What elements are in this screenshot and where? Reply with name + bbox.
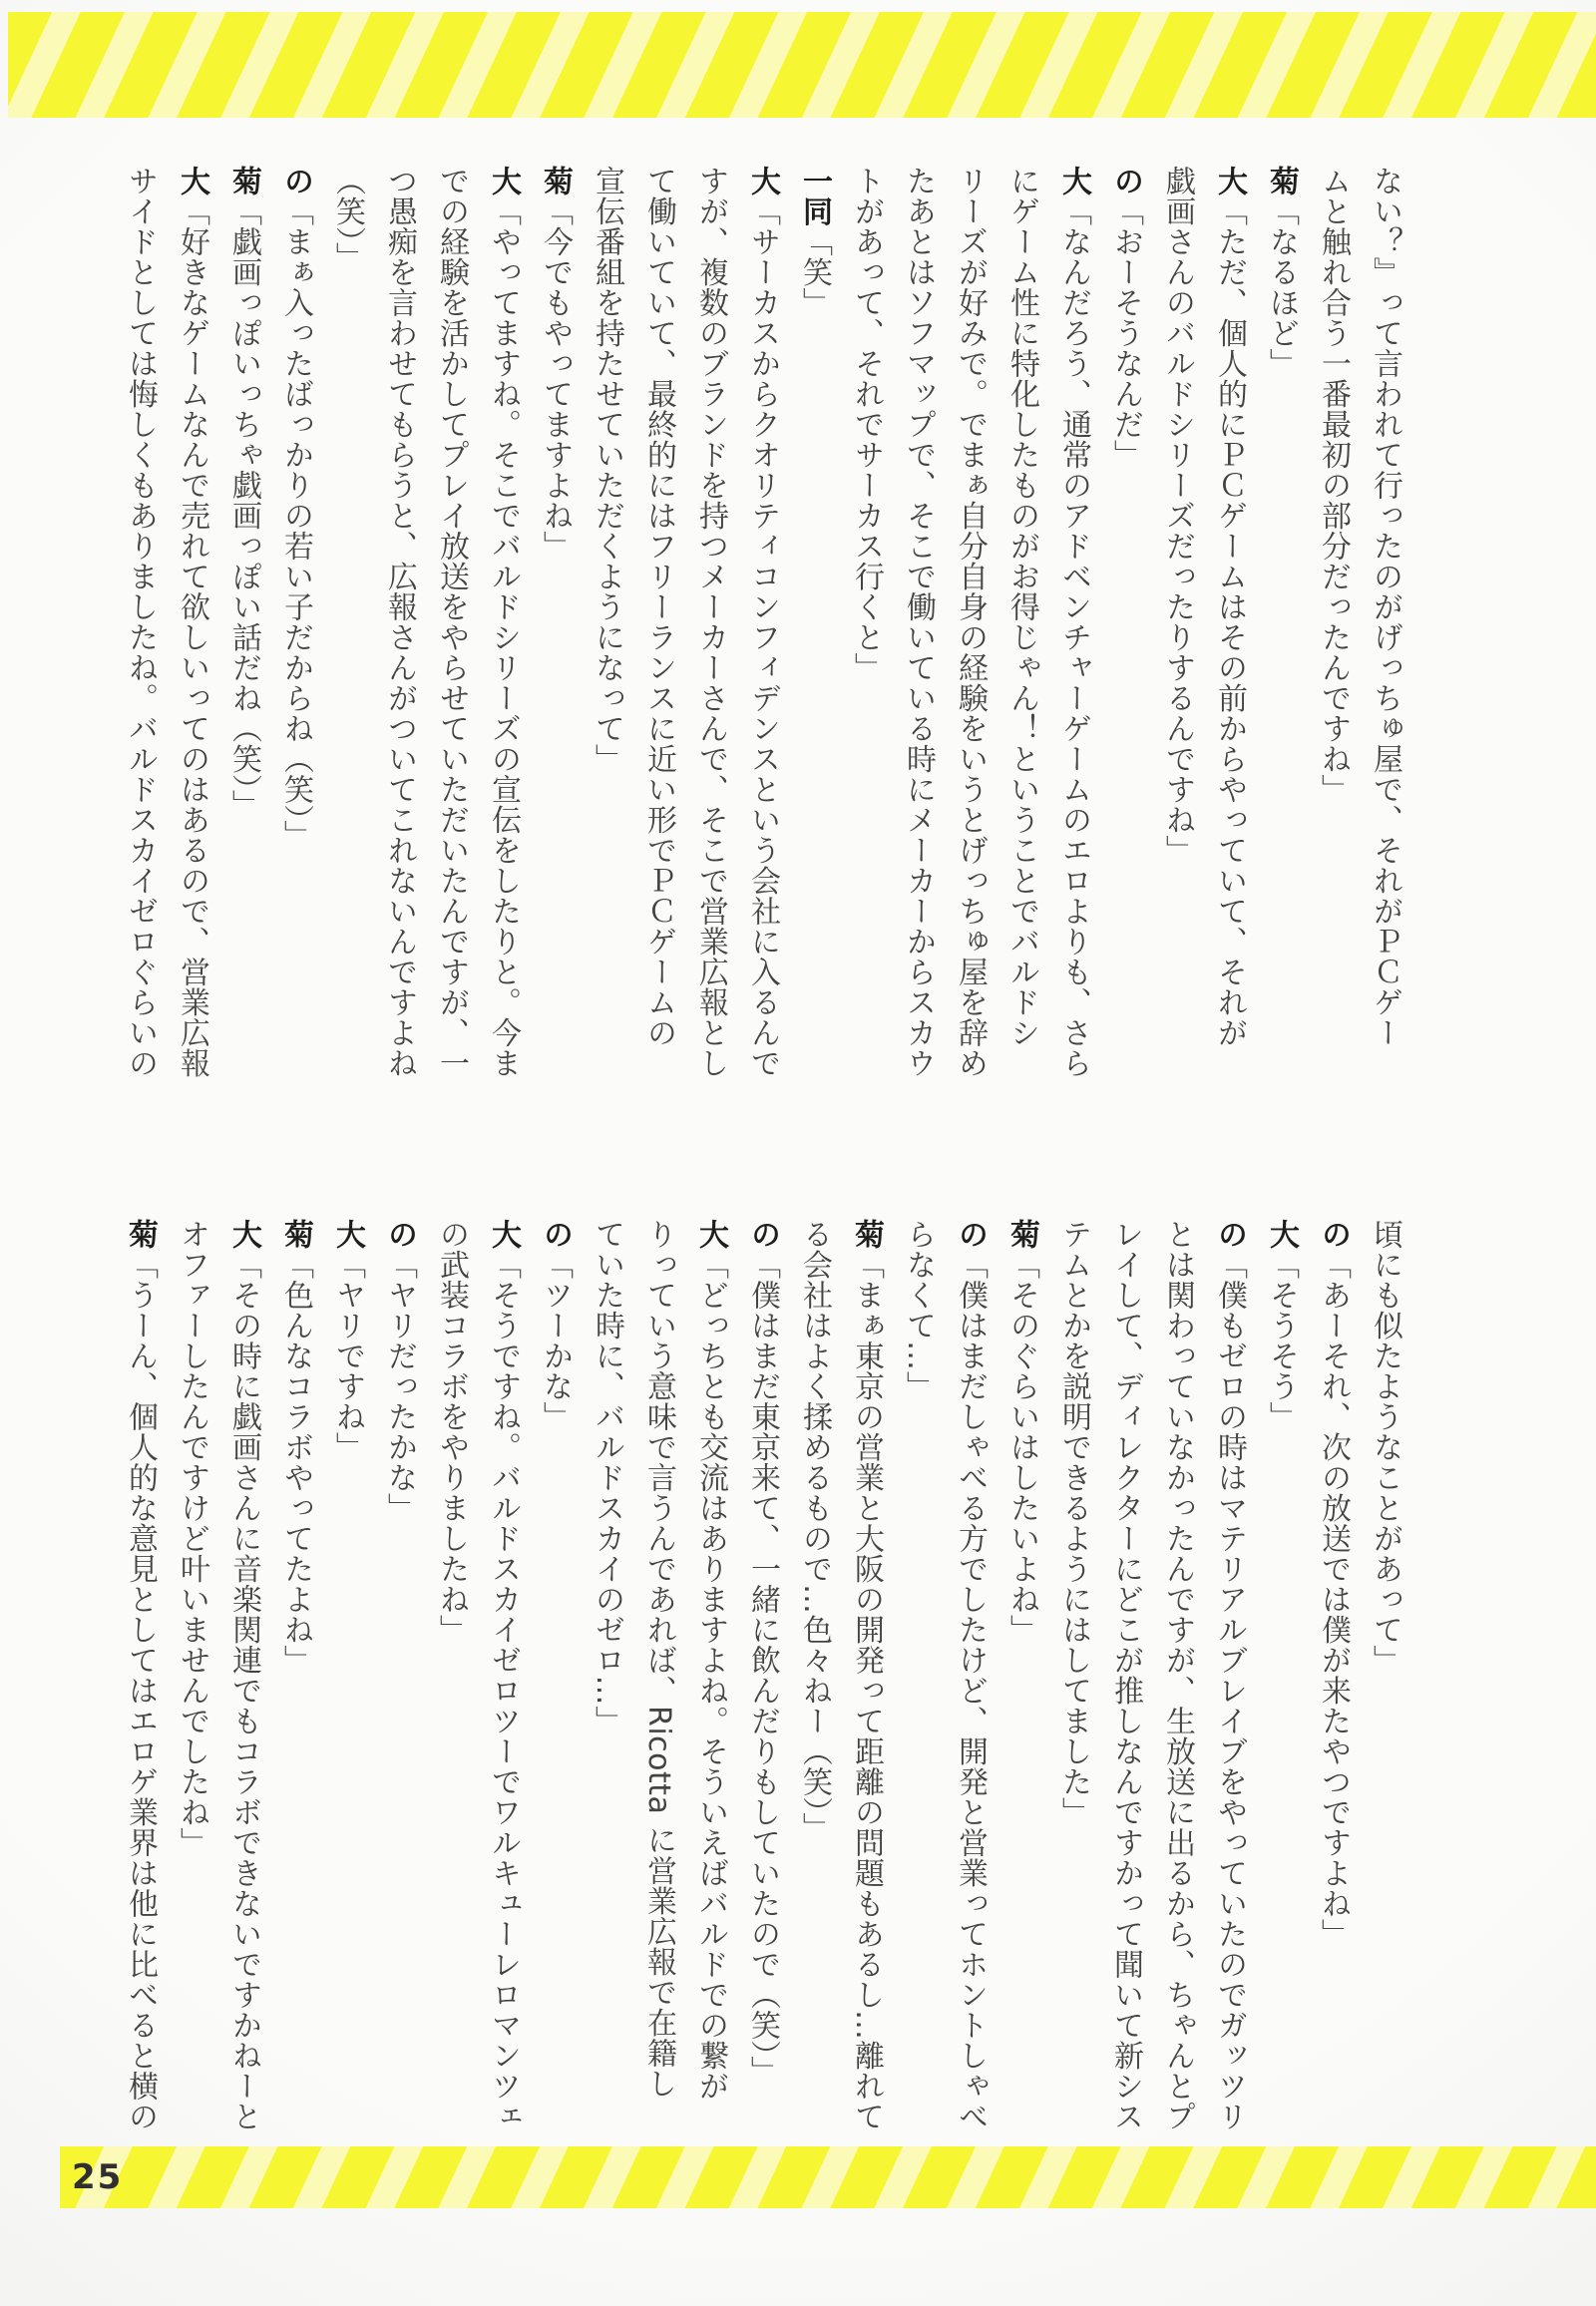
text-column (1151, 1219, 1203, 2168)
text-column (114, 1219, 166, 2168)
text-column (425, 166, 477, 1115)
dialogue-text: 「うーん、個人的な意見としてはエロゲ業界は他に比べると横の (123, 1249, 158, 2131)
text-column (477, 166, 529, 1115)
dialogue-text: 「おーそうなんだ」 (1108, 195, 1143, 470)
speaker-label: の (538, 1219, 573, 1250)
text-column (684, 1219, 736, 2168)
top-stripe-bar (8, 12, 1596, 118)
dialogue-text: （笑）」 (330, 166, 365, 272)
text-column (1359, 166, 1410, 1115)
dialogue-text: オファーしたんですけど叶いませんでしたね」 (175, 1219, 209, 1858)
speaker-label: 大 (226, 1219, 261, 1250)
speaker-label: 菊 (278, 1219, 313, 1250)
text-column (996, 166, 1047, 1115)
dialogue-text: たあとはソフマップで、そこで働いている時にメーカーからスカウ (901, 166, 936, 1078)
text-column (166, 166, 217, 1115)
text-column (217, 166, 269, 1115)
dialogue-text: テムとかを説明できるようにはしてました」 (1056, 1219, 1091, 1827)
dialogue-text: らなくて…」 (901, 1219, 936, 1401)
speaker-label: 菊 (226, 166, 261, 196)
speaker-label: 菊 (123, 1219, 158, 1250)
dialogue-text: 「その時に戯画さんに音楽関連でもコラボできないですかねーと (226, 1249, 261, 2131)
speaker-label: 大 (745, 166, 780, 196)
dialogue-text: ない？』って言われて行ったのがげっちゅ屋で、それがＰＣゲー (1368, 166, 1402, 1048)
dialogue-text: つ愚痴を言わせてもらうと、広報さんがついてこれないんですよね (382, 166, 417, 1078)
text-column (166, 1219, 217, 2168)
dialogue-text: 「色んなコラボやってたよね」 (278, 1249, 313, 1676)
dialogue-text: 「あーそれ、次の放送では僕が来たやつですよね」 (1316, 1249, 1351, 1949)
dialogue-text: 宣伝番組を持たせていただくようになって」 (590, 166, 624, 774)
speaker-label: の (382, 1219, 417, 1250)
speaker-label: の (278, 166, 313, 196)
text-column (840, 166, 892, 1115)
text-column (581, 1219, 632, 2168)
interview-top-block (114, 166, 1410, 1115)
text-column (477, 1219, 529, 2168)
dialogue-text: 「なんだろう、通常のアドベンチャーゲームのエロよりも、さら (1056, 195, 1091, 1078)
text-column (425, 1219, 477, 2168)
dialogue-text: リーズが好みで。でまぁ自分自身の経験をいうとげっちゅ屋を辞め (953, 166, 988, 1078)
text-column (892, 1219, 944, 2168)
dialogue-text: 「好きなゲームなんで売れて欲しいってのはあるので、営業広報 (175, 195, 209, 1078)
text-column (1099, 166, 1151, 1115)
dialogue-text: サイドとしては悔しくもありましたね。バルドスカイゼロぐらいの (123, 166, 158, 1078)
text-column (1307, 1219, 1359, 2168)
speaker-label: 大 (175, 166, 209, 196)
speaker-label: 菊 (1264, 166, 1299, 196)
dialogue-text: 「そのぐらいはしたいよね」 (1004, 1249, 1039, 1645)
dialogue-text: 「僕もゼロの時はマテリアルブレイブをやっていたのでガッツリ (1212, 1249, 1247, 2131)
dialogue-text: 「ヤリだったかな」 (382, 1249, 417, 1523)
dialogue-text: 戯画さんのバルドシリーズだったりするんですね」 (1160, 166, 1195, 866)
dialogue-text: ていた時に、バルドスカイのゼロ…」 (590, 1219, 624, 1736)
dialogue-text: りっていう意味で言うんであれば、Ricotta に営業広報で在籍し (641, 1219, 676, 2099)
dialogue-text: 「笑」 (797, 226, 832, 318)
text-column (944, 166, 996, 1115)
dialogue-text: 「まぁ入ったばっかりの若い子だからね（笑）」 (278, 195, 313, 851)
interview-bottom-block (114, 1219, 1410, 2168)
text-column (581, 166, 632, 1115)
dialogue-text: 「そうですね。バルドスカイゼロツーでワルキューレロマンツェ (486, 1249, 521, 2131)
text-column (684, 166, 736, 1115)
text-column (1255, 1219, 1307, 2168)
text-column (1307, 166, 1359, 1115)
dialogue-text: る会社はよく揉めるもので…色々ねー（笑）」 (797, 1219, 832, 1843)
dialogue-text: 「ツーかな」 (538, 1249, 573, 1432)
speaker-label: 大 (1056, 166, 1091, 196)
dialogue-text: とは関わっていなかったんですが、生放送に出るから、ちゃんとプ (1160, 1219, 1195, 2131)
text-column (736, 166, 788, 1115)
text-column (1151, 166, 1203, 1115)
text-column (840, 1219, 892, 2168)
text-column (996, 1219, 1047, 2168)
text-column (1047, 166, 1099, 1115)
speaker-label: の (1108, 166, 1143, 196)
speaker-label: の (1316, 1219, 1351, 1250)
speaker-label: 一同 (797, 166, 832, 226)
text-column (1203, 166, 1255, 1115)
dialogue-text: 「ただ、個人的にＰＣゲームはその前からやっていて、それが (1212, 195, 1247, 1048)
dialogue-text: 「そうそう」 (1264, 1249, 1299, 1432)
dialogue-text: 「僕はまだ東京来て、一緒に飲んだりもしていたので（笑）」 (745, 1249, 780, 2087)
speaker-label: の (745, 1219, 780, 1250)
text-column (269, 1219, 321, 2168)
text-column (1255, 166, 1307, 1115)
text-column (944, 1219, 996, 2168)
dialogue-text: にゲーム性に特化したものがお得じゃん！ということでバルドシ (1004, 166, 1039, 1048)
text-column (632, 166, 684, 1115)
text-column (269, 166, 321, 1115)
speaker-label: 大 (1264, 1219, 1299, 1250)
text-column (892, 166, 944, 1115)
speaker-label: 菊 (1004, 1219, 1039, 1250)
text-column (1359, 1219, 1410, 2168)
text-column (788, 1219, 840, 2168)
dialogue-text: 「やってますね。そこでバルドシリーズの宣伝をしたりと。今ま (486, 195, 521, 1078)
speaker-label: 大 (1212, 166, 1247, 196)
dialogue-text: 「今でもやってますよね」 (538, 195, 573, 562)
text-column (1099, 1219, 1151, 2168)
dialogue-text: 「まぁ東京の営業と大阪の開発って距離の問題もあるし…離れて (849, 1249, 884, 2131)
text-column (736, 1219, 788, 2168)
dialogue-text: 「なるほど」 (1264, 195, 1299, 379)
bottom-stripe-bar (60, 2146, 1596, 2208)
speaker-label: 大 (486, 166, 521, 196)
text-column (373, 1219, 425, 2168)
dialogue-text: 「ヤリですね」 (330, 1249, 365, 1462)
dialogue-text: の武装コラボをやりましたね」 (434, 1219, 469, 1645)
text-column (217, 1219, 269, 2168)
dialogue-text: 「僕はまだしゃべる方でしたけど、開発と営業ってホントしゃべ (953, 1249, 988, 2131)
dialogue-text: での経験を活かしてプレイ放送をやらせていただいたんですが、一 (434, 166, 469, 1078)
dialogue-text: 「どっちとも交流はありますよね。そういえばバルドでの繋が (693, 1249, 728, 2102)
text-column (114, 166, 166, 1115)
dialogue-text: 「戯画っぽいっちゃ戯画っぽい話だね（笑）」 (226, 195, 261, 820)
dialogue-text: 頃にも似たようなことがあって」 (1368, 1219, 1402, 1676)
dialogue-text: トがあって、それでサーカス行くと」 (849, 166, 884, 683)
text-column (632, 1219, 684, 2168)
page-number: 25 (72, 2157, 124, 2197)
text-column (529, 1219, 581, 2168)
dialogue-text: レイして、ディレクターにどこが推しなんですかって聞いて新シス (1108, 1219, 1143, 2131)
speaker-label: の (953, 1219, 988, 1250)
text-column (321, 166, 373, 1115)
dialogue-text: て働いていて、最終的にはフリーランスに近い形でＰＣゲームの (641, 166, 676, 1048)
text-column (373, 166, 425, 1115)
speaker-label: 大 (693, 1219, 728, 1250)
text-column (321, 1219, 373, 2168)
text-column (788, 166, 840, 1115)
text-column (1203, 1219, 1255, 2168)
speaker-label: 大 (330, 1219, 365, 1250)
dialogue-text: すが、複数のブランドを持つメーカーさんで、そこで営業広報とし (693, 166, 728, 1078)
speaker-label: の (1212, 1219, 1247, 1250)
speaker-label: 大 (486, 1219, 521, 1250)
dialogue-text: 「サーカスからクオリティコンフィデンスという会社に入るんで (745, 195, 780, 1078)
dialogue-text: ムと触れ合う一番最初の部分だったんですね」 (1316, 166, 1351, 805)
text-column (1047, 1219, 1099, 2168)
text-column (529, 166, 581, 1115)
speaker-label: 菊 (849, 1219, 884, 1250)
speaker-label: 菊 (538, 166, 573, 196)
